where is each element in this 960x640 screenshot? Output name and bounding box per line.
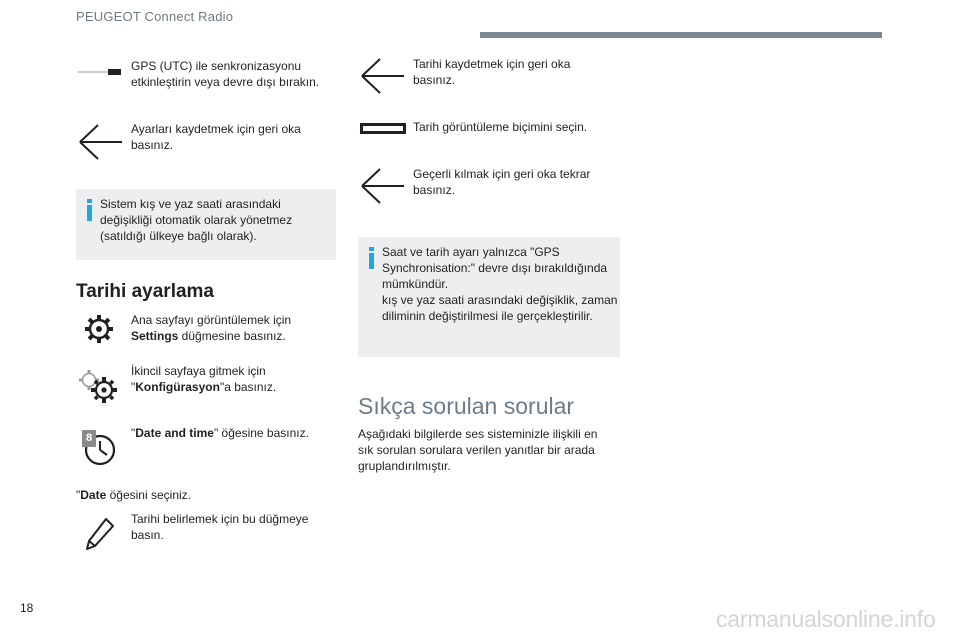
step-settings-text: Ana sayfayı görüntülemek için Settings düğmesine basınız. — [131, 313, 292, 343]
step-confirm-text: Geçerli kılmak için geri oka tekrar basınız. — [413, 167, 591, 197]
note-gps-text: Saat ve tarih ayarı yalnızca "GPS Synchronisation:" devre dışı bırakıldığında mümkündür. kış ve yaz saati arasındaki değişiklik, zaman diliminin değiştirilmesi ile gerçekleştirilir. — [382, 245, 618, 323]
note-dst-text: Sistem kış ve yaz saati arasındaki değişikliği otomatik olarak yönetmez (satıldığı ülkeye bağlı olarak). — [100, 197, 293, 243]
gear-icon — [84, 314, 114, 344]
step-back-date-text: Tarihi kaydetmek için geri oka basınız. — [413, 57, 571, 87]
step-gps-text: GPS (UTC) ile senkronizasyonu etkinleştirin veya devre dışı bırakın. — [131, 59, 320, 89]
step-date-text: "Date öğesini seçiniz. — [76, 488, 191, 502]
date-format-bar-icon — [360, 123, 406, 135]
page-header-title: PEUGEOT Connect Radio — [76, 9, 234, 24]
toggle-icon — [78, 64, 122, 80]
step-format-text: Tarih görüntüleme biçimini seçin. — [413, 120, 588, 134]
step-save-time-text: Ayarları kaydetmek için geri oka basınız. — [131, 122, 301, 152]
clock-badge: 8 — [82, 430, 96, 447]
section-title-date: Tarihi ayarlama — [76, 281, 215, 302]
info-icon — [87, 199, 92, 221]
watermark: carmanualsonline.info — [716, 606, 936, 632]
step-pencil-text: Tarihi belirlemek için bu düğmeye basın. — [131, 512, 309, 542]
info-icon — [369, 247, 374, 269]
double-gear-icon — [78, 369, 120, 405]
step-datetime-text: "Date and time" öğesine basınız. — [131, 426, 309, 440]
note-dst — [76, 189, 336, 260]
back-arrow-icon — [360, 58, 406, 94]
faq-intro-text: Aşağıdaki bilgilerde ses sisteminizle ilişkili en sık sorulan sorulara verilen yanıtlar bir arada gruplandırılmıştır. — [358, 427, 598, 473]
back-arrow-icon — [78, 124, 124, 160]
step-config-text: İkincil sayfaya gitmek için "Konfigürasyon"a basınız. — [131, 364, 277, 394]
page-number: 18 — [20, 601, 34, 615]
pencil-icon — [84, 516, 116, 552]
back-arrow-icon — [360, 168, 406, 204]
faq-title: Sıkça sorulan sorular — [358, 393, 575, 419]
note-gps — [358, 237, 620, 357]
header-bar — [480, 32, 882, 38]
